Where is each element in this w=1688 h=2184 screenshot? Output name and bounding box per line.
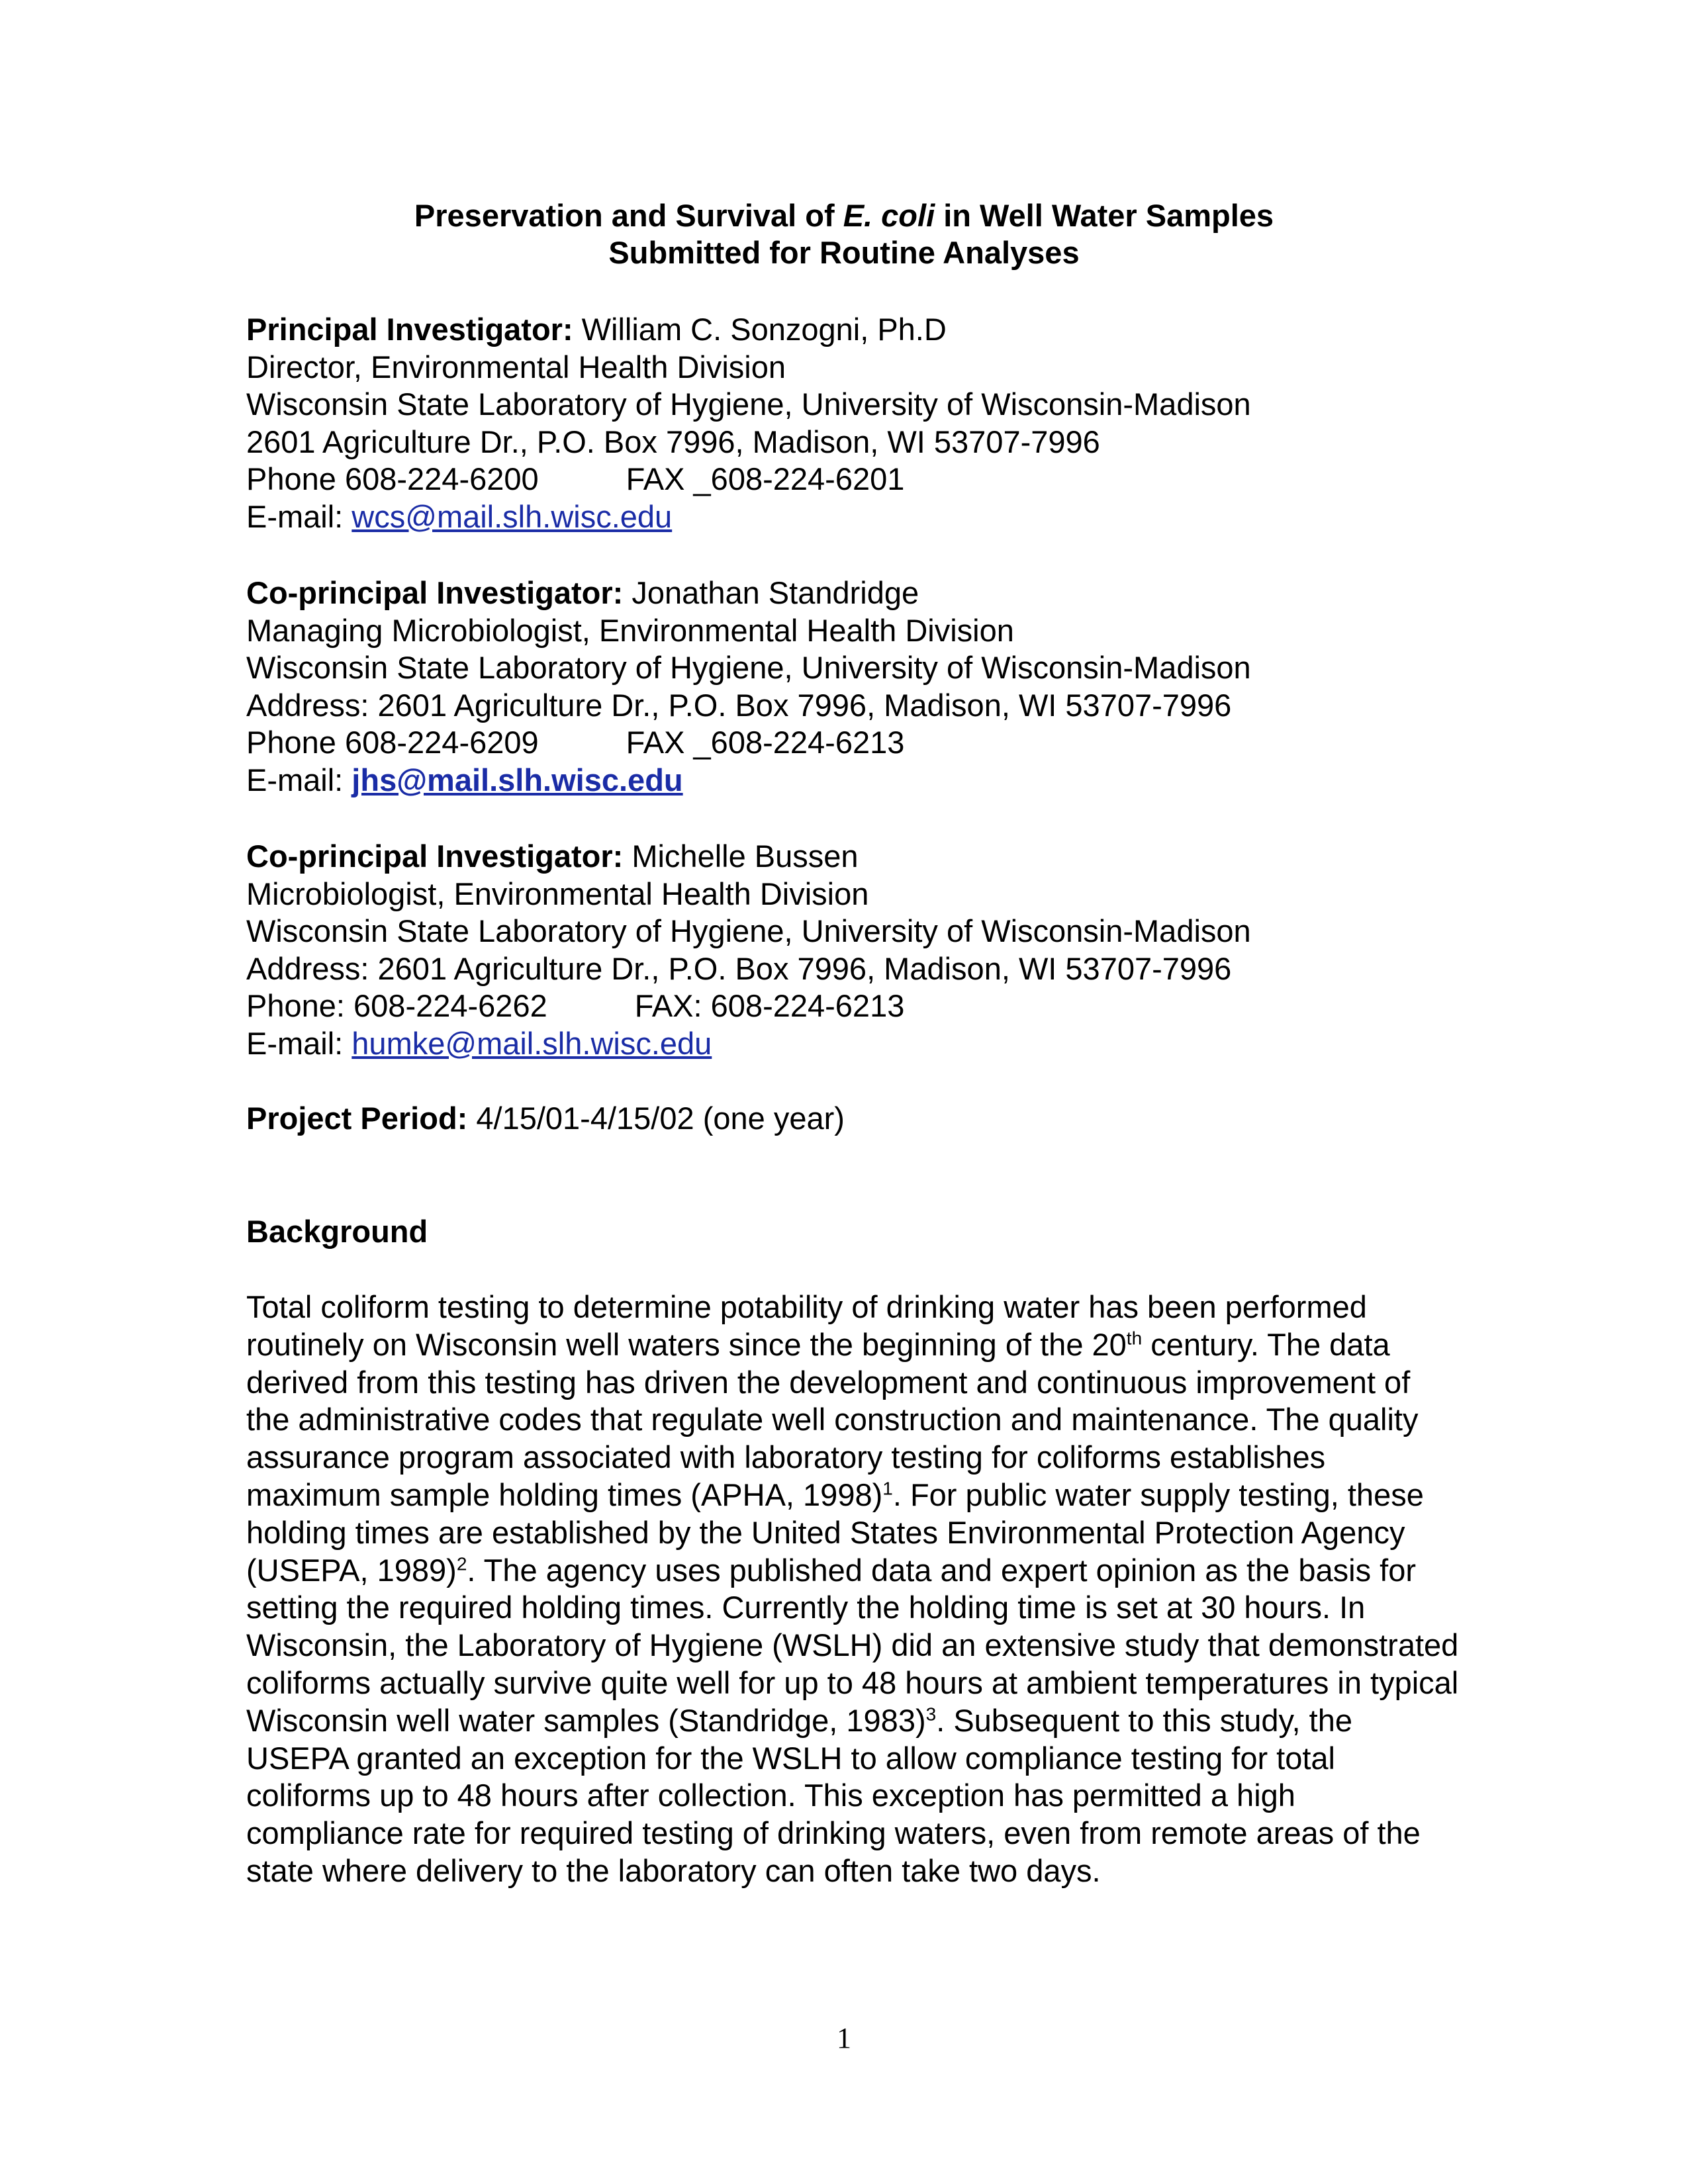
project-period-label: Project Period: bbox=[246, 1101, 468, 1136]
copi1-address: Address: 2601 Agriculture Dr., P.O. Box 7996, Madison, WI 53707-7996 bbox=[246, 687, 1232, 723]
paragraph-line: holding times are established by the United States Environmental Protection Agency bbox=[246, 1514, 1405, 1550]
footnote-ref: 3 bbox=[925, 1704, 937, 1725]
title-suffix: in Well Water Samples bbox=[935, 198, 1274, 233]
copi1-label: Co-principal Investigator: bbox=[246, 575, 624, 610]
copi2-organization: Wisconsin State Laboratory of Hygiene, University of Wisconsin-Madison bbox=[246, 913, 1251, 948]
copi2-title: Microbiologist, Environmental Health Division bbox=[246, 876, 869, 911]
paragraph-line: maximum sample holding times (APHA, 1998)$^1$. For public water supply testing, these bbox=[246, 1477, 1424, 1512]
paragraph-line: assurance program associated with laboratory testing for coliforms establishes bbox=[246, 1439, 1326, 1475]
pi-name: William C. Sonzogni, Ph.D bbox=[573, 312, 947, 347]
project-period-value: 4/15/01-4/15/02 (one year) bbox=[467, 1101, 845, 1136]
paragraph-line: state where delivery to the laboratory can often take two days. bbox=[246, 1852, 1101, 1888]
pi-title: Director, Environmental Health Division bbox=[246, 349, 786, 385]
pi-label: Principal Investigator: bbox=[246, 312, 573, 347]
copi2-label: Co-principal Investigator: bbox=[246, 839, 624, 874]
copi1-email-label: E-mail: bbox=[246, 762, 352, 797]
document-title-line-2: Submitted for Routine Analyses bbox=[608, 235, 1080, 270]
page-number: 1 bbox=[837, 2022, 851, 2054]
title-prefix: Preservation and Survival of bbox=[414, 198, 843, 233]
paragraph-line: USEPA granted an exception for the WSLH to allow compliance testing for total bbox=[246, 1740, 1335, 1776]
paragraph-line: the administrative codes that regulate well construction and maintenance. The quality bbox=[246, 1402, 1419, 1437]
paragraph-line: Wisconsin, the Laboratory of Hygiene (WSLH) did an extensive study that demonstrated bbox=[246, 1627, 1459, 1663]
title-organism: E. coli bbox=[843, 198, 935, 233]
background-paragraph bbox=[246, 1289, 1550, 1890]
pi-phone: Phone 608-224-6200 bbox=[246, 461, 539, 496]
paragraph-line: Wisconsin well water samples (Standridge, 1983)$^3$. Subsequent to this study, the bbox=[246, 1702, 1353, 1738]
copi2-phone: Phone: 608-224-6262 bbox=[246, 988, 547, 1023]
footnote-ref: 1 bbox=[882, 1478, 893, 1499]
pi-organization: Wisconsin State Laboratory of Hygiene, University of Wisconsin-Madison bbox=[246, 387, 1251, 422]
paragraph-line: coliforms up to 48 hours after collection. This exception has permitted a high bbox=[246, 1778, 1295, 1813]
paragraph-line: Total coliform testing to determine potability of drinking water has been performed bbox=[246, 1289, 1367, 1324]
paragraph-line: setting the required holding times. Currently the holding time is set at 30 hours. In bbox=[246, 1590, 1366, 1625]
footnote-ref: 2 bbox=[456, 1553, 467, 1574]
copi2-fax: FAX: 608-224-6213 bbox=[634, 988, 905, 1023]
principal-investigator-block bbox=[246, 311, 1537, 535]
document-title-line-1 bbox=[0, 197, 1688, 234]
copi2-name: Michelle Bussen bbox=[623, 839, 859, 874]
paragraph-line: derived from this testing has driven the development and continuous improvement of bbox=[246, 1364, 1411, 1400]
copi1-name: Jonathan Standridge bbox=[623, 575, 919, 610]
background-heading: Background bbox=[246, 1214, 428, 1249]
co-principal-investigator-1-block bbox=[246, 574, 1537, 799]
paragraph-line: compliance rate for required testing of drinking waters, even from remote areas of the bbox=[246, 1815, 1421, 1851]
copi1-title: Managing Microbiologist, Environmental Health Division bbox=[246, 612, 1014, 648]
copi2-email-label: E-mail: bbox=[246, 1025, 352, 1061]
copi2-email-link[interactable]: humke@mail.slh.wisc.edu bbox=[352, 1025, 712, 1061]
copi2-address: Address: 2601 Agriculture Dr., P.O. Box 7996, Madison, WI 53707-7996 bbox=[246, 950, 1232, 986]
copi1-fax: FAX _608-224-6213 bbox=[626, 725, 905, 760]
project-period bbox=[246, 1100, 1537, 1138]
paragraph-line: routinely on Wisconsin well waters since the beginning of the 20th century. The data bbox=[246, 1326, 1390, 1362]
co-principal-investigator-2-block bbox=[246, 838, 1537, 1062]
pi-email-label: E-mail: bbox=[246, 498, 352, 534]
copi1-organization: Wisconsin State Laboratory of Hygiene, University of Wisconsin-Madison bbox=[246, 650, 1251, 685]
superscript: th bbox=[1126, 1328, 1143, 1349]
pi-address: 2601 Agriculture Dr., P.O. Box 7996, Madison, WI 53707-7996 bbox=[246, 424, 1100, 459]
copi1-phone: Phone 608-224-6209 bbox=[246, 725, 539, 760]
copi1-email-link[interactable]: jhs@mail.slh.wisc.edu bbox=[352, 762, 683, 797]
pi-email-link[interactable]: wcs@mail.slh.wisc.edu bbox=[352, 498, 673, 534]
paragraph-line: (USEPA, 1989)$^2$. The agency uses published data and expert opinion as the basis for bbox=[246, 1552, 1416, 1588]
paragraph-line: coliforms actually survive quite well for up to 48 hours at ambient temperatures in typical bbox=[246, 1664, 1459, 1700]
pi-fax: FAX _608-224-6201 bbox=[626, 461, 905, 496]
